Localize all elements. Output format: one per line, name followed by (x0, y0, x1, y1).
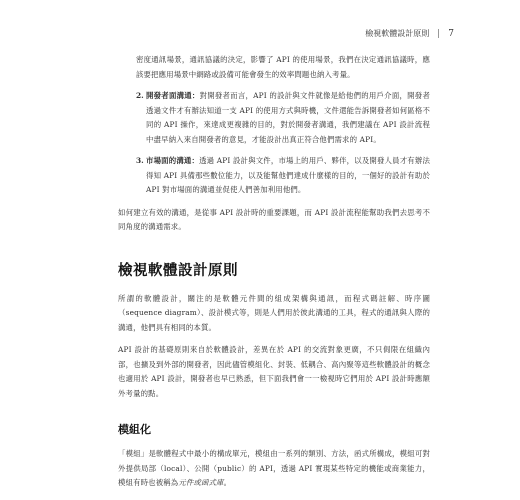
section-heading: 檢視軟體設計原則 (118, 262, 238, 279)
list-item-number: 2. (136, 91, 144, 100)
list-item-body (146, 154, 430, 198)
spacer (118, 198, 430, 206)
section-paragraph-2: API 設計的基礎原則來自於軟體設計，差異在於 API 的交流對象更廣，不只侷限在組織內部，也擴及到外部的開發者，因此儘管模組化、封裝、低耦合、高內聚等這些軟體設計的概念也適用於 API 設計，開發者也早已熟悉，但下面我們會一一檢視時它們用於 API 設計時應額外考量的點。 (118, 345, 430, 398)
closing-paragraph: 如何建立有效的溝通，是從事 API 設計時的重要課題，而 API 設計流程能幫助我們去思考不同角度的溝通需求。 (118, 207, 430, 231)
intro-continuation-paragraph: 密度通訊場景，通訊協議的決定，影響了 API 的使用場景，我們在決定通訊協議時，應該要把應用場景中網路或設備可能會發生的效率問題也納入考量。 (136, 55, 430, 79)
list-item-text: 對開發者而言，API 的設計與文件就像是給他們的用戶介面，開發者透過文件才有辦法知道一支 API 的使用方式與時機，文件還能告訴開發者如何區格不同的 API 操作，來達成更複雜的目的，對於開發者溝通，我們建議在 API 設計流程中盡早納入來自開發者的意見，才能設計出真正符合他們需求的 API。 (146, 91, 430, 144)
list-item-term: 開發者面溝通： (146, 91, 200, 100)
section-paragraph-1: 所謂的軟體設計，關注的是軟體元件間的組成架構與通訊，而程式碼註解、時序圖（sequence diagram）、設計模式等，則是人們用於彼此溝通的工具，程式的通訊與人際的溝通，他們具有相同的本質。 (118, 293, 430, 332)
page-content (118, 53, 430, 491)
subsection-heading: 模組化 (118, 423, 151, 436)
subsection-paragraph (118, 447, 430, 491)
running-head-divider (438, 29, 439, 38)
subsection-paragraph-main: 「模組」是軟體程式中最小的構成單元，模組由一系列的類別、方法，函式所構成，模組可對外提供局部（local）、公開（public）的 API，透過 API 實現某些特定的機能或商業能力，模組有時也被稱為 (118, 449, 430, 487)
page-number: 7 (448, 28, 454, 39)
subsection-paragraph-italic: 元件或函式庫 (178, 478, 224, 487)
subsection-paragraph-end: 。 (223, 478, 232, 487)
list-item-market-communication (118, 154, 430, 198)
spacer (118, 335, 430, 343)
list-item-text: 透過 API 設計與文件，市場上的用戶、夥伴，以及開發人員才有辦法得知 API 具備那些數位能力，以及能幫他們達成什麼樣的目的，一個好的設計有助於 API 對市場面的溝通並促使人們善加利用他們。 (146, 156, 430, 194)
list-item-number: 3. (136, 156, 144, 165)
list-item-term: 市場面的溝通： (146, 156, 200, 165)
list-item-body (146, 89, 430, 147)
running-head (365, 28, 454, 39)
list-item-developer-communication (118, 89, 430, 147)
running-head-chapter-title: 檢視軟體設計原則 (365, 29, 430, 38)
